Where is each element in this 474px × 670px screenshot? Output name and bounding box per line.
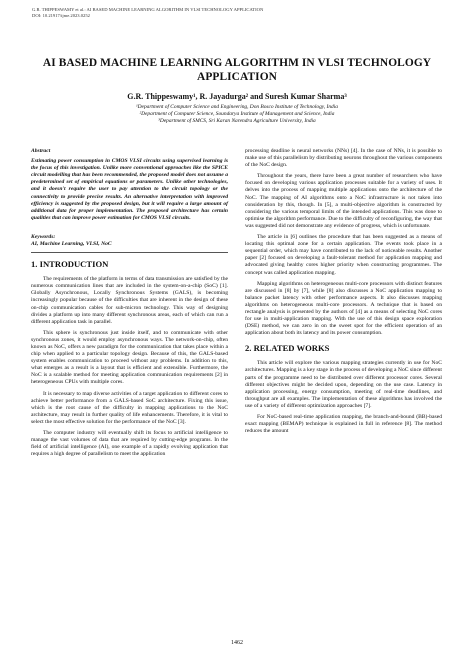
keywords-heading: Keywords: bbox=[31, 233, 56, 240]
body-paragraph: This sphere is synchronous just inside itself, and to communicate with other synchronous zones, it would employ asynchronous ways. The network-on-chip, often known as NoC, offers a new paradigm for the communication that takes place within a chip when applied to a particular topology design. Because of this, the GALS-based system enables communication to proceed without any problems. In addition to this, what emerges as a result is a layout that is efficient and extensible. Furthermore, the NoC is a scalable method for meeting application communication requirements [2] in heterogeneous CPUs with multiple cores. bbox=[31, 329, 228, 386]
body-paragraph: Mapping algorithms on heterogeneous multi-core processors with distinct features are discussed in [8] by [7], while [8] also discusses a NoC application mapping to balance packet latency with other performance aspects. It also discusses mapping algorithms on heterogeneous multi-core processors. A technique that is based on rectangle analysis is presented by the authors of [4] as a means of selecting NoC cores for use in multi-application mapping. With the use of this design space exploration (DSE) method, we can zero in on the sweet spot for the efficient operation of an application about both its latency and its power consumption. bbox=[245, 280, 442, 337]
paper-title-line1: AI BASED MACHINE LEARNING ALGORITHM IN VLSI TECHNOLOGY bbox=[42, 57, 432, 69]
body-paragraph: It is necessary to map diverse activities of a target application to different cores to achieve better performance from a GALS-based SoC architecture. Fixing this issue, which is the root cause of the difficulty in mapping applications to the NoC architecture, may result in further quality of life enhancements. Therefore, it is vital to select the most effective solution for the performance of the NoC [3]. bbox=[31, 390, 228, 425]
left-column bbox=[31, 148, 228, 462]
body-paragraph: This article will explore the various mapping strategies currently in use for NoC architectures. Mapping is a key stage in the process of developing a NoC since different parts of the programme need to be distributed over different processor cores. Several different objectives might be decided upon, depending on the use case. Latency in application processing, energy consumption, meeting of real-time deadlines, and throughput are all examples. The implementation of these algorithms has involved the use of a variety of different optimization approaches [7]. bbox=[245, 360, 442, 409]
keywords-text: AI, Machine Learning, VLSI, NoC bbox=[31, 241, 112, 248]
body-paragraph: The computer industry will eventually shift its focus to artificial intelligence to manage the vast volumes of data that are required by cutting-edge programs. In the field of artificial intelligence (AI), one example of a rapidly evolving application that requires a high degree of parallelism to meet the application bbox=[31, 430, 228, 458]
affiliations bbox=[32, 104, 442, 126]
body-paragraph: For NoC-based real-time application mapping, the branch-and-bound (BB)-based exact mapping (BEMAP) technique is explained in full in reference [8]. The method reduces the amount bbox=[245, 414, 442, 435]
author-list: G.R. Thippeswamy¹, R. Jayadurga² and Suresh Kumar Sharma³ bbox=[127, 92, 347, 101]
body-paragraph: processing deadline is neural networks (NNs) [4]. In the case of NNs, it is possible to make use of this parallelism by distributing neurons throughout the various components of the NoC design. bbox=[245, 148, 442, 169]
section-heading-related-works: 2. RELATED WORKS bbox=[245, 343, 330, 354]
affiliation-1: ¹Department of Computer Science and Engineering, Don Bosco Institute of Technology, India bbox=[136, 104, 338, 110]
paper-title-line2: APPLICATION bbox=[197, 71, 277, 83]
paper-title bbox=[32, 56, 442, 84]
running-head-title: G.R. THIPPESWAMY et al.: AI BASED MACHINE LEARNING ALGORITHM IN VLSI TECHNOLOGY APPLICATION bbox=[32, 7, 264, 12]
affiliation-2: ²Department of Computer Science, Soundarya Institute of Management and Science, India bbox=[139, 111, 335, 118]
page-number: 1462 bbox=[231, 640, 243, 646]
body-paragraph: Throughout the years, there have been a great number of researchers who have focused on developing various application processes suitable for a variety of uses. It delves into the process of mapping multiple applications onto the architecture of the NoC. The mapping of AI algorithms onto a NoC infrastructure is not taken into consideration by this, though. In [5], a multi-objective algorithm is constructed by considering the various temporal limits of the intended applications. This was done to optimise the algorithm performance. Due to the difficulty of reconfiguring, the way that was suggested did not demonstrate any evidence of progress, which is unfortunate. bbox=[245, 173, 442, 229]
affiliation-3: ³Department of SMCS, Sri Karan Narendra Agriculture University, India bbox=[158, 118, 316, 125]
running-head bbox=[32, 7, 442, 19]
section-heading-introduction: 1. INTRODUCTION bbox=[31, 259, 109, 270]
abstract-heading: Abstract bbox=[31, 148, 51, 154]
running-head-doi: DOI: 10.21917/ijme.2023.0252 bbox=[32, 13, 90, 19]
right-column bbox=[245, 148, 442, 439]
section-divider bbox=[31, 252, 228, 253]
body-paragraph: The article in [6] outlines the procedure that has been suggested as a means of locating this optimal zone for a certain application. The events took place in a sequential order, which may have contributed to the lack of noticeable results. Another paper [2] focused on developing a fault-tolerant method for application mapping and advocated giving healthy cores higher priority when constructing programmes. The concept was called application mapping. bbox=[245, 234, 442, 276]
abstract-text: Estimating power consumption in CMOS VLSI circuits using supervised learning is the focus of this investigation. Unlike more conventional approaches like the SPICE circuit modelling that has been recommended, the proposed model does not assume a predetermined set of empirical equations or parameters. Unlike other technologies, and it doesn't require the user to pay attention to the circuit topology or the connectivity to provide precise results. An alternative interpretation with improved efficiency is suggested by the proposed design, but it will require a large amount of additional data for proper implementation. The proposed architecture has certain qualities that can improve power estimation for CMOS VLSI circuits. bbox=[31, 158, 228, 221]
body-paragraph: The requirements of the platform in terms of data transmission are satisfied by the numerous communication lines that are included in the system-on-a-chip (SoC) [1]. Globally Asynchronous, Locally Synchronous Systems (GALS), is becoming increasingly popular because of the difficulties that are inherent in the design of these on-chip communication cables for sub-micron technology. This way of designing divides a platform up into many different synchronous areas, each of which can run a different application task in parallel. bbox=[31, 276, 228, 325]
